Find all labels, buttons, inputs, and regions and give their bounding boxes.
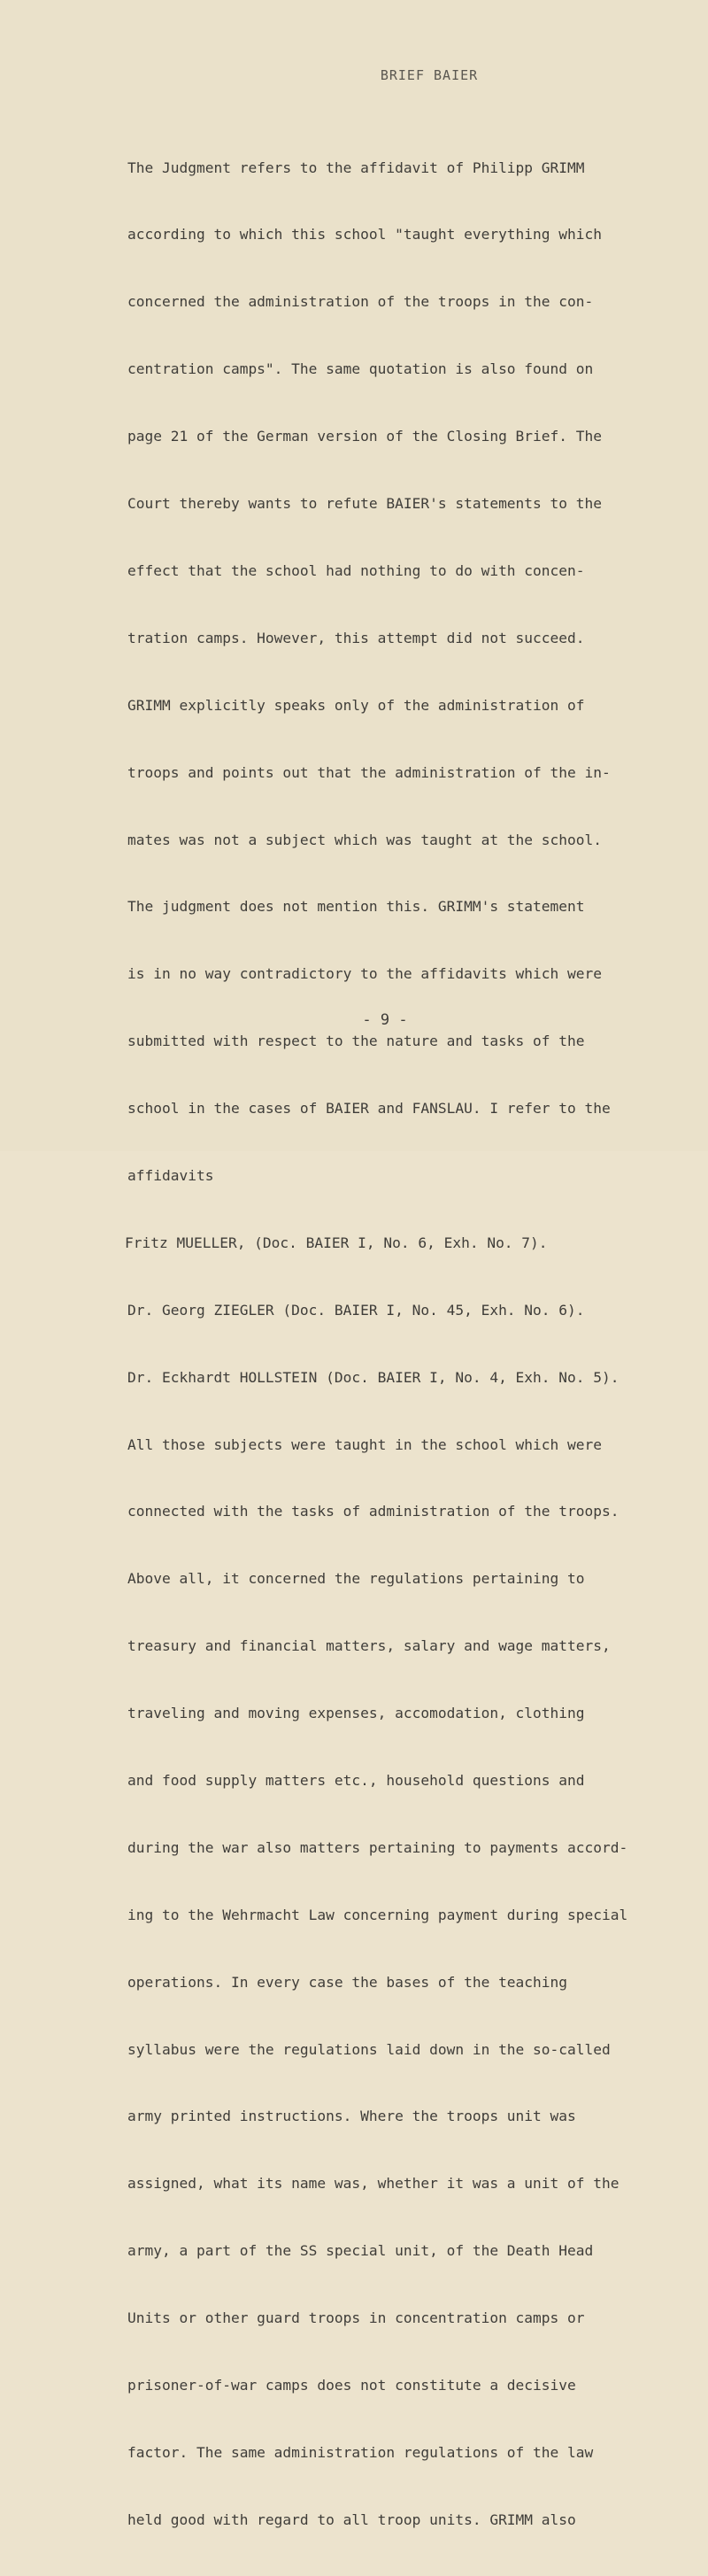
text-line: assigned, what its name was, whether it was a unit of the xyxy=(127,2175,620,2193)
text-line: syllabus were the regulations laid down in the so-called xyxy=(127,2040,611,2058)
text-line: mates was not a subject which was taught at the school. xyxy=(127,831,603,848)
text-line: factor. The same administration regulations of the law xyxy=(127,2443,594,2461)
text-line: page 21 of the German version of the Closing Brief. The xyxy=(127,428,603,445)
text-line: Dr. Eckhardt HOLLSTEIN (Doc. BAIER I, No. 4, Exh. No. 5). xyxy=(127,1368,620,1386)
text-line: troops and points out that the administration of the in- xyxy=(127,763,611,781)
text-line: Court thereby wants to refute BAIER's statements to the xyxy=(127,495,603,513)
text-line: connected with the tasks of administration of the troops. xyxy=(127,1503,620,1520)
text-line: submitted with respect to the nature and tasks of the xyxy=(127,1033,585,1050)
text-line: Fritz MUELLER, (Doc. BAIER I, No. 6, Exh. No. 7). xyxy=(125,1234,548,1251)
text-line: according to which this school "taught everything which xyxy=(127,226,603,244)
text-line: operations. In every case the bases of the teaching xyxy=(127,1973,568,1991)
document-body xyxy=(127,112,676,2576)
text-line: Units or other guard troops in concentration camps or xyxy=(127,2309,585,2327)
text-line: Above all, it concerned the regulations pertaining to xyxy=(127,1570,585,1588)
text-line: ing to the Wehrmacht Law concerning payment during special xyxy=(127,1906,628,1923)
text-line: traveling and moving expenses, accomodation, clothing xyxy=(127,1705,585,1722)
text-line: Dr. Georg ZIEGLER (Doc. BAIER I, No. 45, Exh. No. 6). xyxy=(127,1301,585,1319)
text-line: during the war also matters pertaining to payments accord- xyxy=(127,1838,628,1856)
text-line: centration camps". The same quotation is also found on xyxy=(127,360,594,378)
text-line: prisoner-of-war camps does not constitute a decisive xyxy=(127,2376,576,2394)
text-line: concerned the administration of the troops in the con- xyxy=(127,293,594,311)
text-line: All those subjects were taught in the school which were xyxy=(127,1435,603,1453)
text-line: effect that the school had nothing to do with concen- xyxy=(127,561,585,579)
text-line: school in the cases of BAIER and FANSLAU. I refer to the xyxy=(127,1100,611,1118)
text-line: tration camps. However, this attempt did not succeed. xyxy=(127,629,585,646)
page-number: - 9 - xyxy=(362,1011,408,1029)
text-line: and food supply matters etc., household questions and xyxy=(127,1771,585,1789)
text-line: treasury and financial matters, salary and wage matters, xyxy=(127,1637,611,1655)
text-line: held good with regard to all troop units. GRIMM also xyxy=(127,2510,576,2528)
text-line: army, a part of the SS special unit, of the Death Head xyxy=(127,2242,594,2260)
text-line: The Judgment refers to the affidavit of Philipp GRIMM xyxy=(127,159,585,176)
text-line: is in no way contradictory to the affidavits which were xyxy=(127,965,603,983)
text-line: The judgment does not mention this. GRIMM's statement xyxy=(127,898,585,916)
text-line: affidavits xyxy=(127,1166,214,1184)
text-line: GRIMM explicitly speaks only of the administration of xyxy=(127,696,585,714)
text-line: army printed instructions. Where the troops unit was xyxy=(127,2108,576,2125)
document-heading: BRIEF BAIER xyxy=(380,67,479,83)
